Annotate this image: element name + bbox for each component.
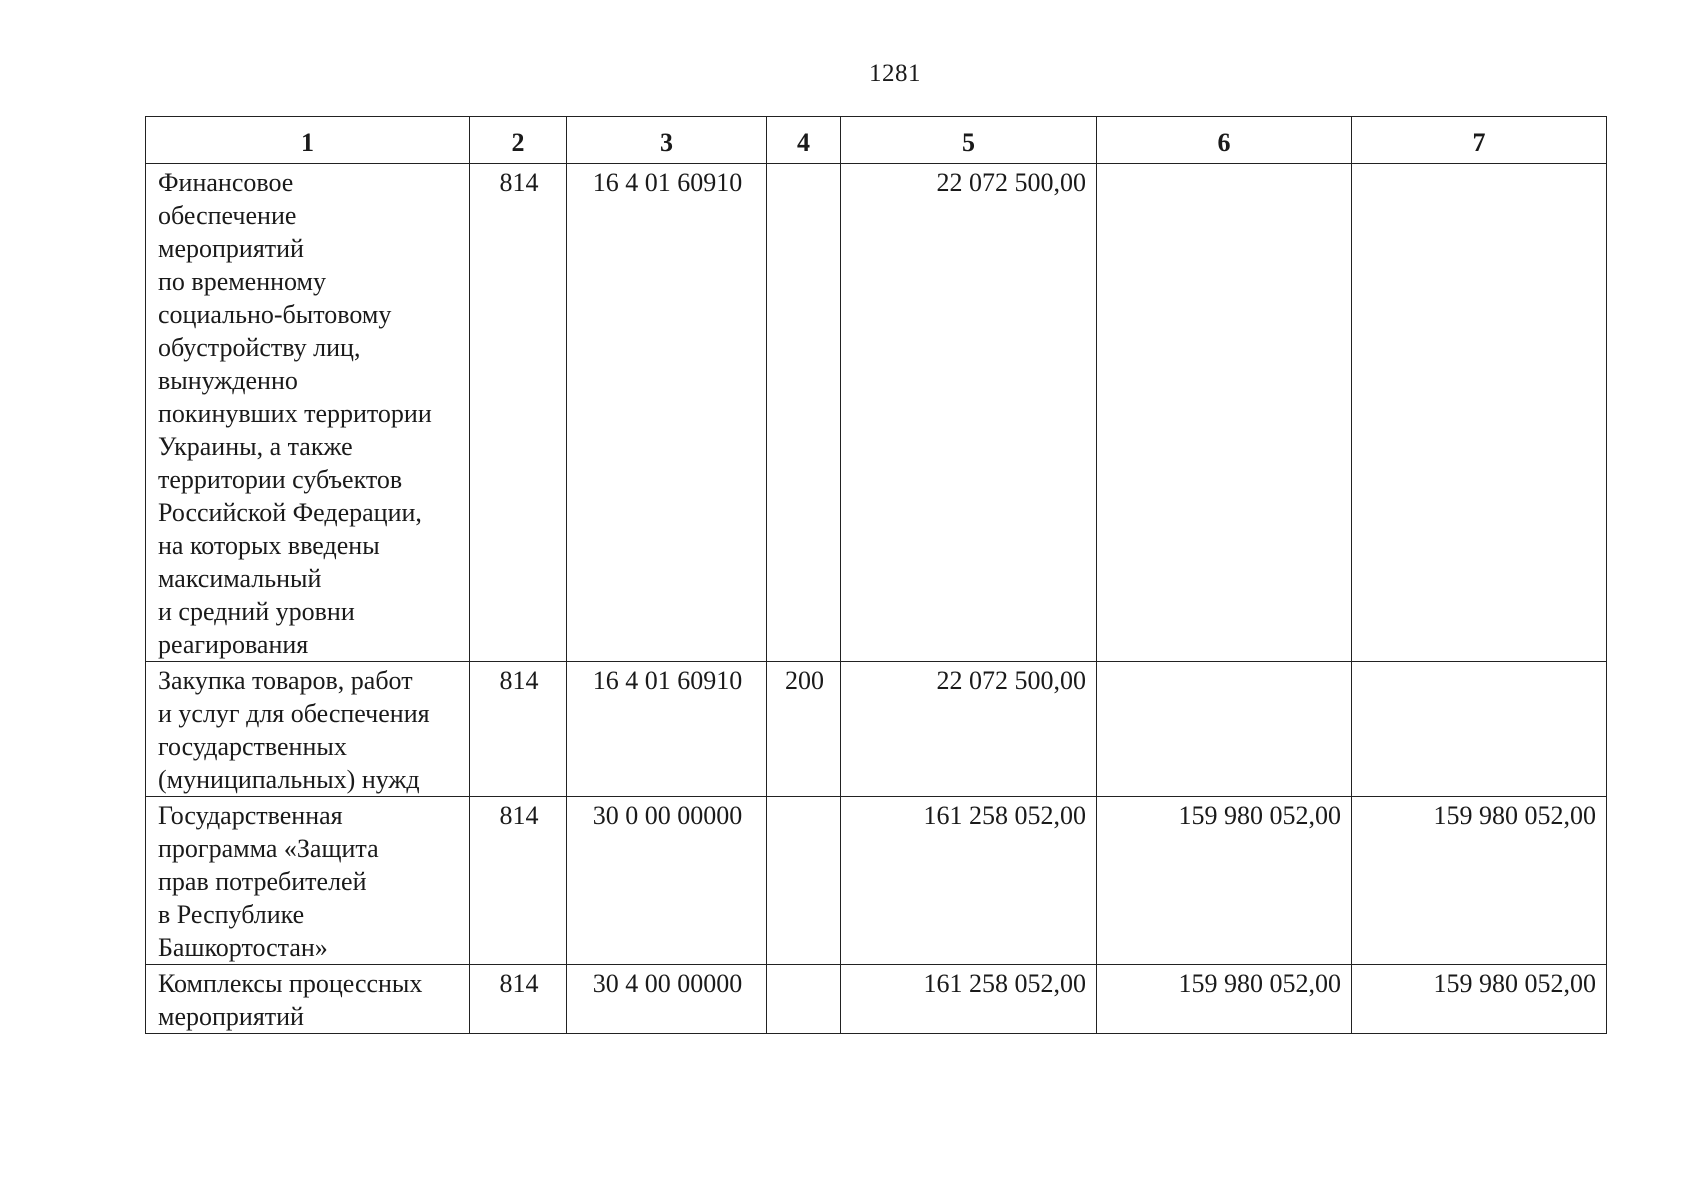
name-line: Государственная bbox=[158, 801, 343, 830]
row-name-cell bbox=[146, 164, 470, 662]
amount-col5-cell: 161 258 052,00 bbox=[841, 965, 1097, 1034]
header-col-4: 4 bbox=[767, 117, 841, 164]
name-line: социально-бытовому bbox=[158, 300, 392, 329]
row-name-cell bbox=[146, 965, 470, 1034]
name-line: мероприятий bbox=[158, 1002, 304, 1031]
name-line: по временному bbox=[158, 267, 327, 296]
name-line: обеспечение bbox=[158, 201, 297, 230]
amount-col5-cell: 22 072 500,00 bbox=[841, 662, 1097, 797]
name-line: Финансовое bbox=[158, 168, 294, 197]
row-name-cell bbox=[146, 662, 470, 797]
amount-col6-cell: 159 980 052,00 bbox=[1097, 797, 1352, 965]
name-line: и услуг для обеспечения bbox=[158, 699, 430, 728]
name-line: Украины, а также bbox=[158, 432, 353, 461]
header-col-1: 1 bbox=[146, 117, 470, 164]
table-header bbox=[146, 117, 1607, 164]
table-body bbox=[146, 164, 1607, 1034]
name-line: Российской Федерации, bbox=[158, 498, 422, 527]
name-line: Комплексы процессных bbox=[158, 969, 423, 998]
table-row bbox=[146, 662, 1607, 797]
table-row bbox=[146, 164, 1607, 662]
target-article-cell: 16 4 01 60910 bbox=[567, 164, 767, 662]
name-line: (муниципальных) нужд bbox=[158, 765, 420, 794]
admin-code-cell: 814 bbox=[470, 797, 567, 965]
name-line: максимальный bbox=[158, 564, 322, 593]
name-line: программа «Защита bbox=[158, 834, 379, 863]
name-line: вынужденно bbox=[158, 366, 298, 395]
name-line: мероприятий bbox=[158, 234, 304, 263]
name-line: реагирования bbox=[158, 630, 309, 659]
header-col-3: 3 bbox=[567, 117, 767, 164]
amount-col6-cell: 159 980 052,00 bbox=[1097, 965, 1352, 1034]
name-line: прав потребителей bbox=[158, 867, 367, 896]
name-line: государственных bbox=[158, 732, 347, 761]
amount-col5-cell: 161 258 052,00 bbox=[841, 797, 1097, 965]
target-article-cell: 30 0 00 00000 bbox=[567, 797, 767, 965]
name-line: на которых введены bbox=[158, 531, 380, 560]
name-line: Башкортостан» bbox=[158, 933, 328, 962]
name-line: и средний уровни bbox=[158, 597, 355, 626]
admin-code-cell: 814 bbox=[470, 662, 567, 797]
page-number: 1281 bbox=[869, 60, 921, 87]
table-row bbox=[146, 797, 1607, 965]
table-row bbox=[146, 965, 1607, 1034]
expense-type-cell bbox=[767, 797, 841, 965]
name-line: обустройству лиц, bbox=[158, 333, 361, 362]
header-col-7: 7 bbox=[1352, 117, 1607, 164]
name-line: в Республике bbox=[158, 900, 305, 929]
amount-col7-cell bbox=[1352, 662, 1607, 797]
amount-col7-cell bbox=[1352, 164, 1607, 662]
budget-table bbox=[145, 116, 1607, 1034]
target-article-cell: 30 4 00 00000 bbox=[567, 965, 767, 1034]
amount-col6-cell bbox=[1097, 164, 1352, 662]
expense-type-cell bbox=[767, 164, 841, 662]
header-col-5: 5 bbox=[841, 117, 1097, 164]
name-line: покинувших территории bbox=[158, 399, 432, 428]
amount-col6-cell bbox=[1097, 662, 1352, 797]
target-article-cell: 16 4 01 60910 bbox=[567, 662, 767, 797]
admin-code-cell: 814 bbox=[470, 965, 567, 1034]
admin-code-cell: 814 bbox=[470, 164, 567, 662]
amount-col7-cell: 159 980 052,00 bbox=[1352, 965, 1607, 1034]
name-line: Закупка товаров, работ bbox=[158, 666, 413, 695]
amount-col7-cell: 159 980 052,00 bbox=[1352, 797, 1607, 965]
name-line: территории субъектов bbox=[158, 465, 403, 494]
header-row bbox=[146, 117, 1607, 164]
expense-type-cell: 200 bbox=[767, 662, 841, 797]
row-name-cell bbox=[146, 797, 470, 965]
expense-type-cell bbox=[767, 965, 841, 1034]
header-col-2: 2 bbox=[470, 117, 567, 164]
amount-col5-cell: 22 072 500,00 bbox=[841, 164, 1097, 662]
header-col-6: 6 bbox=[1097, 117, 1352, 164]
